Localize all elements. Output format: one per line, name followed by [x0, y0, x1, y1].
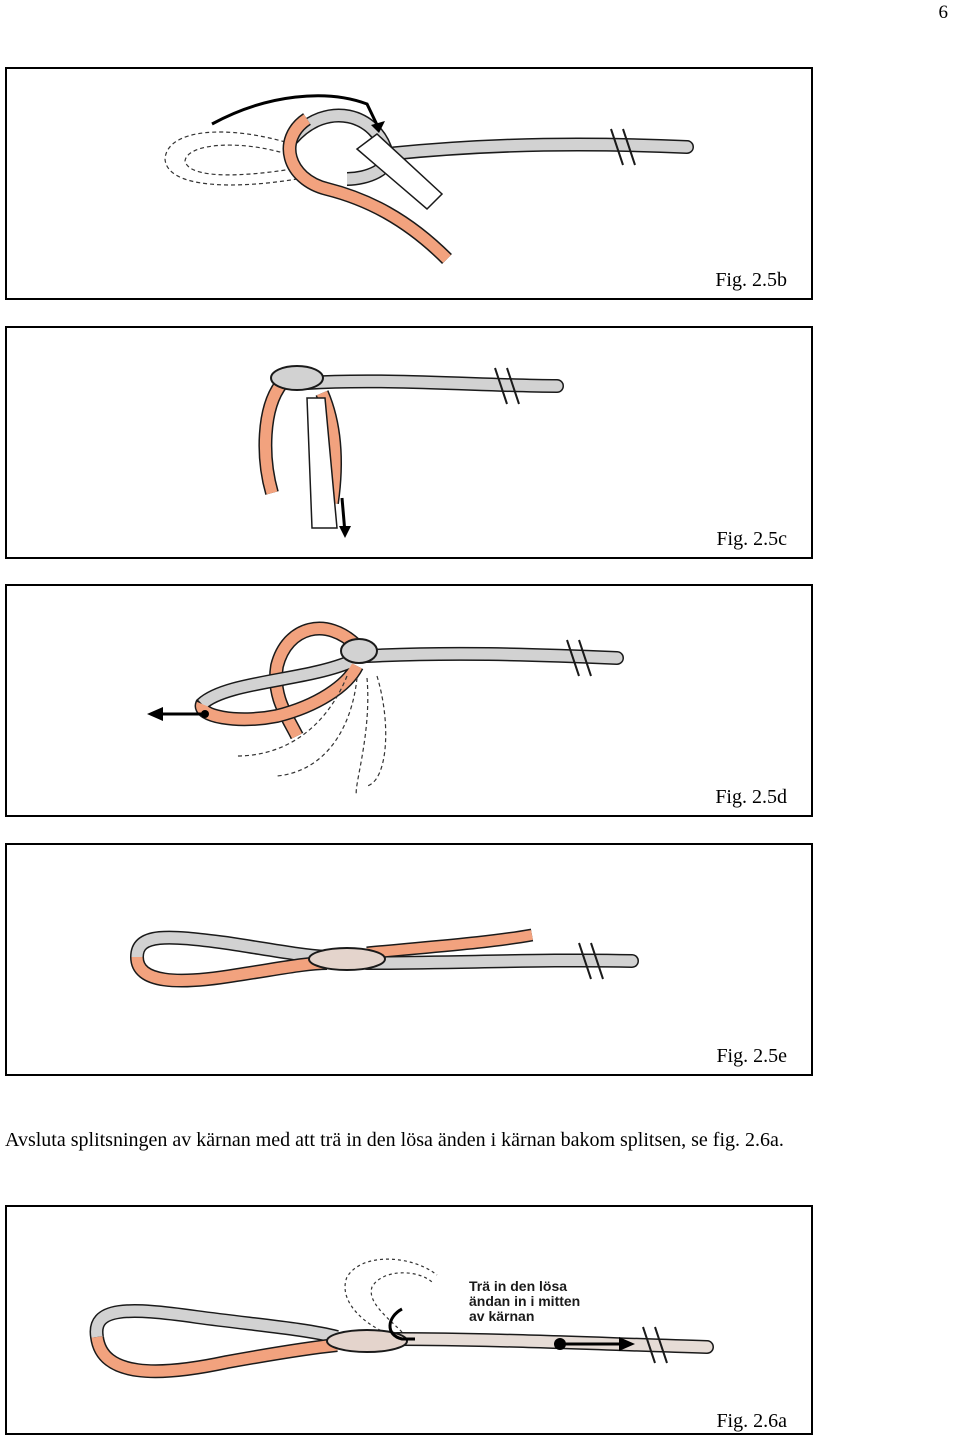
annotation-line: ändan in i mitten — [469, 1293, 581, 1309]
rope-illustration-2-5e — [7, 845, 815, 1078]
rope-illustration-2-5b — [7, 69, 815, 302]
figure-2-5d — [5, 584, 813, 817]
figure-caption: Fig. 2.5e — [716, 1045, 787, 1067]
figure-caption: Fig. 2.6a — [716, 1410, 787, 1432]
body-paragraph: Avsluta splitsningen av kärnan med att trä in den lösa änden i kärnan bakom splitsen, se fig. 2.6a. — [5, 1129, 784, 1151]
annotation-text — [469, 1279, 580, 1324]
rope-illustration-2-5d — [7, 586, 815, 819]
figure-2-6a — [5, 1205, 813, 1435]
annotation-line: av kärnan — [469, 1308, 535, 1324]
figure-2-5c — [5, 326, 813, 559]
annotation-line: Trä in den lösa — [469, 1278, 568, 1294]
rope-illustration-2-6a — [7, 1207, 815, 1437]
figure-caption: Fig. 2.5c — [716, 528, 787, 550]
figure-2-5e — [5, 843, 813, 1076]
rope-illustration-2-5c — [7, 328, 815, 561]
page-number: 6 — [938, 2, 948, 23]
figure-2-5b — [5, 67, 813, 300]
figure-caption: Fig. 2.5d — [715, 786, 787, 808]
figure-caption: Fig. 2.5b — [715, 269, 787, 291]
